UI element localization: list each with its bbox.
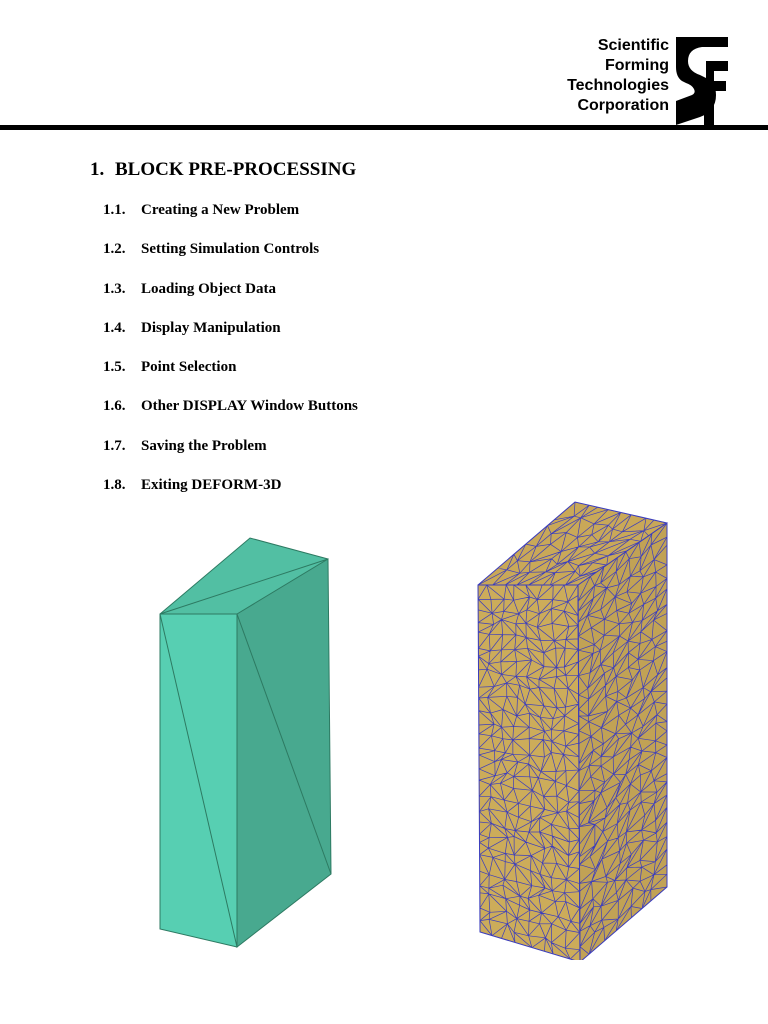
table-of-contents	[103, 202, 358, 516]
header-rule	[0, 125, 768, 130]
company-name	[567, 36, 669, 116]
block-figure	[0, 490, 768, 960]
toc-item	[103, 281, 358, 320]
toc-item-title: Saving the Problem	[141, 437, 267, 454]
toc-item-number: 1.6.	[103, 398, 126, 415]
toc-item	[103, 320, 358, 359]
toc-item-number: 1.5.	[103, 359, 126, 376]
page-header	[0, 0, 768, 130]
company-line: Corporation	[577, 97, 669, 114]
toc-item-number: 1.3.	[103, 280, 126, 297]
toc-item-number: 1.4.	[103, 319, 126, 336]
toc-item	[103, 359, 358, 398]
toc-item-number: 1.7.	[103, 437, 126, 454]
company-line: Forming	[605, 57, 669, 74]
section-number: 1.	[90, 159, 105, 180]
toc-item-title: Exiting DEFORM-3D	[141, 477, 282, 494]
toc-item-title: Other DISPLAY Window Buttons	[141, 398, 358, 415]
toc-item	[103, 438, 358, 477]
toc-item-number: 1.8.	[103, 477, 126, 494]
solid-block-side-face	[237, 559, 331, 947]
company-line: Technologies	[567, 77, 669, 94]
toc-item	[103, 202, 358, 241]
solid-block-illustration	[160, 538, 331, 947]
section-title: BLOCK PRE-PROCESSING	[115, 159, 357, 180]
toc-item-title: Point Selection	[141, 359, 237, 376]
company-line: Scientific	[597, 37, 669, 54]
sftc-logo-icon	[676, 37, 728, 125]
toc-item	[103, 241, 358, 280]
toc-item-title: Display Manipulation	[141, 319, 281, 336]
toc-item-number: 1.2.	[103, 241, 126, 258]
toc-item-title: Creating a New Problem	[141, 202, 300, 218]
toc-item-number: 1.1.	[103, 202, 126, 218]
toc-item	[103, 398, 358, 437]
meshed-block-illustration	[478, 502, 667, 960]
toc-item-title: Setting Simulation Controls	[141, 241, 320, 258]
section-heading	[90, 159, 356, 181]
toc-item-title: Loading Object Data	[141, 280, 276, 297]
